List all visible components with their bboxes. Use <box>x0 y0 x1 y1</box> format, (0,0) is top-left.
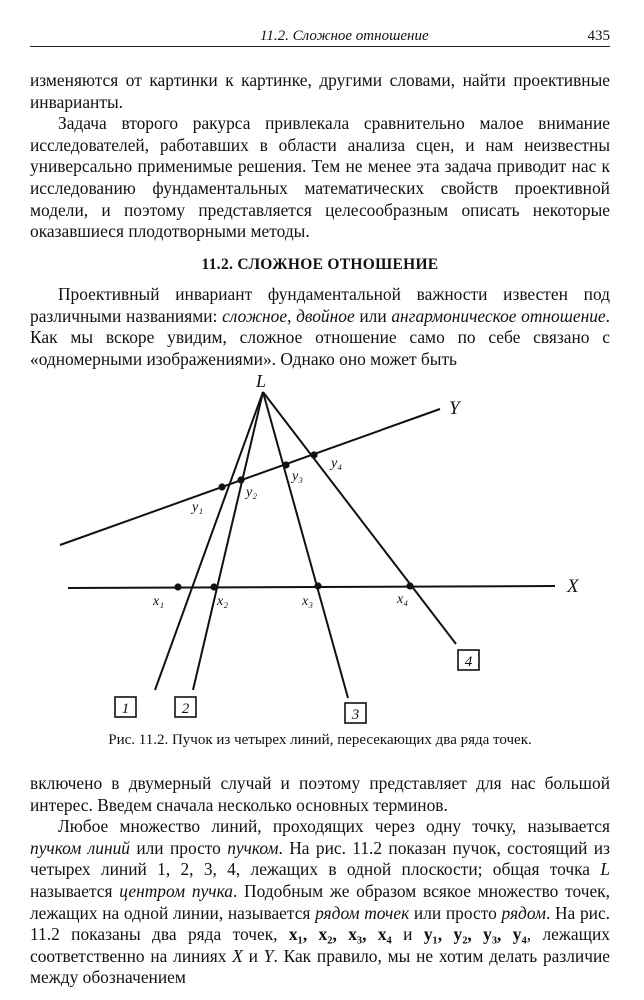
term-centr-puchka: центром пучка <box>119 880 233 901</box>
label-x1: x₁ <box>153 594 165 609</box>
number-line-4: 4 <box>464 654 473 670</box>
def-text-2: или просто <box>129 837 228 858</box>
def-text-1: Любое множество линий, проходящих через одну точку, называется <box>58 816 610 837</box>
term-angarmonicheskoe: ангармоническое отношение <box>391 305 606 326</box>
top-text-block <box>30 70 610 243</box>
label-y3: y₃ <box>292 469 304 484</box>
bottom-text-block <box>30 773 610 989</box>
paragraph-second-view: Задача второго ракурса привлекала сравнительно малое внимание исследователей, работавших в области анализа сцен, и нам неизвестны универсально применимые решения. Тем не менее эта задача приводит нас к исследованию фундаментальных математических свойств проективной модели, и поэтому представляется целесообразным описать некоторые оказавшиеся плодотворными методы. <box>30 113 610 242</box>
pencil-of-lines-figure <box>0 370 644 730</box>
intro-text-1: Проективный инвариант фундаментальной важности известен под различными названиями: <box>30 284 610 326</box>
line-x <box>68 586 555 588</box>
number-line-1: 1 <box>121 701 130 717</box>
point-y2 <box>237 476 244 483</box>
point-x1 <box>174 583 181 590</box>
number-line-3: 3 <box>351 707 360 723</box>
term-slozhnoe: сложное <box>222 305 288 326</box>
term-puchok-linii: пучком линий <box>30 837 130 858</box>
def-text-5: . Подобным же образом всякое множество точек, лежащих на одной линии, называется <box>30 880 610 923</box>
point-y4 <box>310 451 317 458</box>
pencil-line-3 <box>263 392 348 698</box>
label-y4: y₄ <box>331 456 343 471</box>
section-heading: 11.2. СЛОЖНОЕ ОТНОШЕНИЕ <box>201 256 439 273</box>
line-x-label: X <box>567 576 579 597</box>
def-text-3: . На рис. 11.2 показан пучок, состоящий из четырех линий 1, 2, 3, 4, лежащих в одной плоскости; общая точка <box>30 837 610 880</box>
paragraph-continuation: изменяются от картинки к картинке, другими словами, найти проективные инварианты. <box>30 70 610 112</box>
def-text-9: , лежащих соответственно на линиях <box>30 924 610 966</box>
term-ryad: рядом <box>501 902 546 923</box>
intro-text-4: . Как мы вскоре увидим, сложное отношение само по себе связано с «одномерными изображениями». Однако оно может быть <box>30 305 610 369</box>
label-y1: y₁ <box>192 500 204 515</box>
def-text-11: . Как правило, мы не хотим делать различие между обозначением <box>30 945 610 988</box>
def-text-7: . На рис. 11.2 показаны два ряда точек, <box>30 902 611 945</box>
point-x4 <box>406 582 413 589</box>
pencil-line-4 <box>263 392 456 644</box>
page-number: 435 <box>587 28 610 44</box>
term-ryad-tochek: рядом точек <box>315 902 410 923</box>
paragraph-two-dimensional: включено в двумерный случай и поэтому представляет для нас большой интерес. Введем сначала несколько основных терминов. <box>30 773 610 815</box>
def-text-4: называется <box>30 880 120 901</box>
label-y2: y₂ <box>246 485 258 500</box>
figure-caption: Рис. 11.2. Пучок из четырех линий, пересекающих два ряда точек. <box>108 732 532 748</box>
intro-text-2: , <box>287 305 297 326</box>
points-y-list: y₁, y₂, y₃, y₄ <box>423 924 527 945</box>
running-title: 11.2. Сложное отношение <box>260 28 429 44</box>
def-text-6: или просто <box>409 902 502 923</box>
symbol-x: X <box>232 945 243 966</box>
point-y1 <box>218 483 225 490</box>
running-header <box>30 26 610 47</box>
number-line-2: 2 <box>181 701 190 717</box>
def-text-10: и <box>242 945 264 966</box>
paragraph-definitions <box>30 816 610 989</box>
center-label-l: L <box>256 371 267 391</box>
pencil-line-2 <box>193 392 263 690</box>
def-text-8: и <box>391 924 424 945</box>
point-x2 <box>210 583 217 590</box>
points-x-list: x₁, x₂, x₃, x₄ <box>288 924 392 945</box>
label-x4: x₄ <box>397 592 409 607</box>
point-x3 <box>314 582 321 589</box>
term-puchok: пучком <box>227 837 279 858</box>
intro-text-block <box>30 284 610 370</box>
line-y-label: Y <box>449 398 460 419</box>
term-dvoinoe: двойное <box>296 305 355 326</box>
symbol-y: Y <box>263 945 274 966</box>
paragraph-cross-ratio-intro <box>30 284 610 370</box>
label-x2: x₂ <box>217 594 229 609</box>
intro-text-3: или <box>354 305 392 326</box>
symbol-l: L <box>600 859 610 880</box>
pencil-line-1 <box>155 392 263 690</box>
point-y3 <box>282 461 289 468</box>
label-x3: x₃ <box>302 594 314 609</box>
